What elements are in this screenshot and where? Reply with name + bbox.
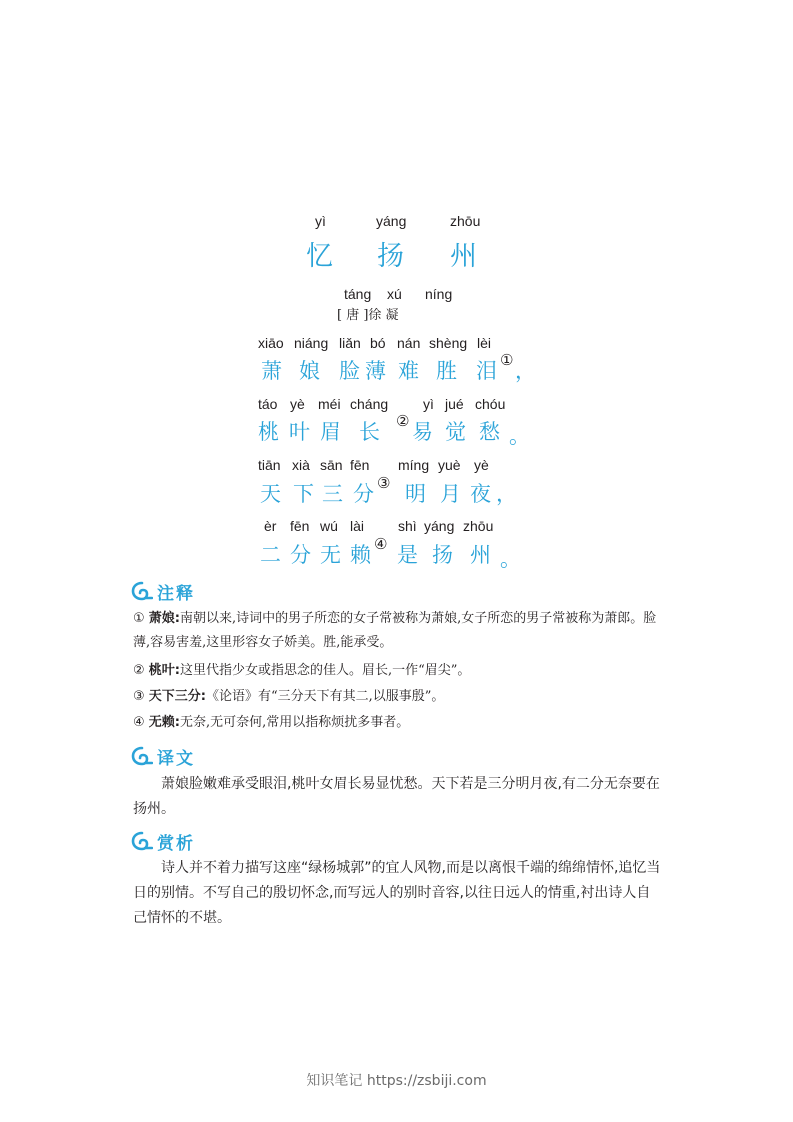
verse-pinyin: sān: [320, 457, 343, 473]
note-term: 无赖:: [148, 715, 180, 730]
note-text: 南朝以来,诗词中的男子所恋的女子常被称为萧娘,女子所恋的男子常被称为萧郎。脸薄,容易害羞,这里形容女子娇美。胜,能承受。: [133, 611, 657, 650]
note-marker: ④: [374, 535, 388, 553]
translation-heading: [131, 745, 195, 767]
verse-pinyin: shì: [398, 518, 417, 534]
verse-punct: ，: [496, 482, 517, 506]
note-term: 天下三分:: [148, 689, 206, 704]
verse-char: 觉: [445, 420, 466, 444]
note-text: 《论语》有“三分天下有其二,以服事殷”。: [206, 689, 445, 704]
author-line: [ 唐 ]徐 凝: [337, 308, 399, 323]
appreciation-heading-label: 赏析: [157, 833, 195, 854]
note-item: [133, 659, 663, 683]
note-text: 无奈,无可奈何,常用以指称烦扰多事者。: [180, 715, 410, 730]
verse-pinyin: táo: [258, 396, 278, 412]
appreciation-heading: [131, 830, 195, 852]
verse-char: 赖: [350, 543, 371, 567]
verse-pinyin: bó: [370, 335, 386, 351]
verse-char: 易: [412, 420, 433, 444]
notes-heading: [131, 580, 195, 602]
verse-char: 三: [322, 482, 343, 506]
note-item: [133, 685, 663, 709]
verse-char: 天: [260, 482, 281, 506]
verse-char: 脸: [339, 359, 360, 383]
verse-char: 分: [353, 482, 374, 506]
verse-pinyin: wú: [320, 518, 338, 534]
note-marker: ②: [396, 412, 410, 430]
verse-char: 叶: [289, 420, 310, 444]
verse-pinyin: lài: [350, 518, 365, 534]
title-char: 州: [450, 241, 477, 272]
verse-char: 难: [398, 359, 419, 383]
appreciation-text: 诗人并不着力描写这座“绿杨城郭”的宜人风物,而是以离恨千端的绵绵情怀,追忆当日的别情。不写自己的殷切怀念,而写远人的别时音容,以往日远人的情重,衬出诗人自己情怀的不堪。: [133, 860, 661, 926]
note-item: [133, 711, 663, 735]
verse-pinyin: èr: [264, 518, 277, 534]
note-number: ①: [133, 611, 145, 626]
verse-char: 夜: [470, 482, 491, 506]
translation-heading-label: 译文: [157, 748, 195, 769]
verse-char: 扬: [432, 543, 453, 567]
verse-char: 下: [293, 482, 314, 506]
verse-pinyin: yè: [474, 457, 489, 473]
verse-punct: 。: [500, 547, 521, 571]
cloud-swirl-icon: [131, 831, 153, 851]
note-term: 萧娘:: [148, 611, 180, 626]
verse-pinyin: niáng: [294, 335, 329, 351]
note-number: ②: [133, 663, 145, 678]
verse-punct: ，: [515, 359, 536, 383]
author-pinyin: táng: [344, 286, 372, 302]
note-text: 这里代指少女或指思念的佳人。眉长,一作“眉尖”。: [180, 663, 471, 678]
verse-pinyin: fēn: [350, 457, 370, 473]
verse-pinyin: zhōu: [463, 518, 494, 534]
verse-char: 眉: [320, 420, 341, 444]
note-term: 桃叶:: [148, 663, 180, 678]
verse-pinyin: yuè: [438, 457, 461, 473]
verse-char: 泪: [476, 359, 497, 383]
verse-pinyin: shèng: [429, 335, 468, 351]
verse-char: 二: [260, 543, 281, 567]
verse-char: 明: [405, 482, 426, 506]
verse-pinyin: méi: [318, 396, 341, 412]
verse-pinyin: nán: [397, 335, 421, 351]
verse-pinyin: yè: [290, 396, 305, 412]
verse-char: 州: [470, 543, 491, 567]
verse-pinyin: yáng: [424, 518, 455, 534]
verse-pinyin: fēn: [290, 518, 310, 534]
verse-pinyin: lèi: [477, 335, 492, 351]
verse-char: 娘: [299, 359, 320, 383]
verse-char: 月: [440, 482, 461, 506]
verse-pinyin: cháng: [350, 396, 389, 412]
verse-punct: 。: [509, 424, 530, 448]
footer-watermark: 知识笔记 https://zsbiji.com: [306, 1073, 487, 1089]
note-marker: ③: [377, 474, 391, 492]
note-marker: ①: [500, 351, 514, 369]
verse-char: 分: [290, 543, 311, 567]
title-pinyin: yáng: [376, 213, 407, 229]
note-item: [133, 607, 663, 655]
note-number: ③: [133, 689, 145, 704]
cloud-swirl-icon: [131, 581, 153, 601]
verse-char: 胜: [436, 359, 457, 383]
verse-char: 是: [397, 543, 418, 567]
verse-pinyin: xiāo: [258, 335, 284, 351]
verse-pinyin: liǎn: [339, 335, 361, 351]
title-char: 忆: [306, 241, 333, 272]
translation-text: 萧娘脸嫩难承受眼泪,桃叶女眉长易显忧愁。天下若是三分明月夜,有二分无奈要在扬州。: [133, 776, 660, 817]
verse-char: 桃: [258, 420, 279, 444]
verse-char: 长: [359, 420, 380, 444]
note-number: ④: [133, 715, 145, 730]
verse-pinyin: yì: [423, 396, 434, 412]
verse-pinyin: tiān: [258, 457, 281, 473]
title-pinyin: yì: [315, 213, 326, 229]
verse-char: 萧: [261, 359, 282, 383]
author-pinyin: xú: [387, 286, 402, 302]
verse-pinyin: xià: [292, 457, 310, 473]
verse-pinyin: chóu: [475, 396, 506, 412]
notes-heading-label: 注释: [157, 583, 195, 604]
verse-pinyin: jué: [445, 396, 464, 412]
verse-char: 薄: [365, 359, 386, 383]
verse-char: 愁: [479, 420, 500, 444]
cloud-swirl-icon: [131, 746, 153, 766]
title-char: 扬: [377, 241, 404, 272]
verse-char: 无: [320, 543, 341, 567]
title-pinyin: zhōu: [450, 213, 481, 229]
author-pinyin: níng: [425, 286, 453, 302]
verse-pinyin: míng: [398, 457, 430, 473]
